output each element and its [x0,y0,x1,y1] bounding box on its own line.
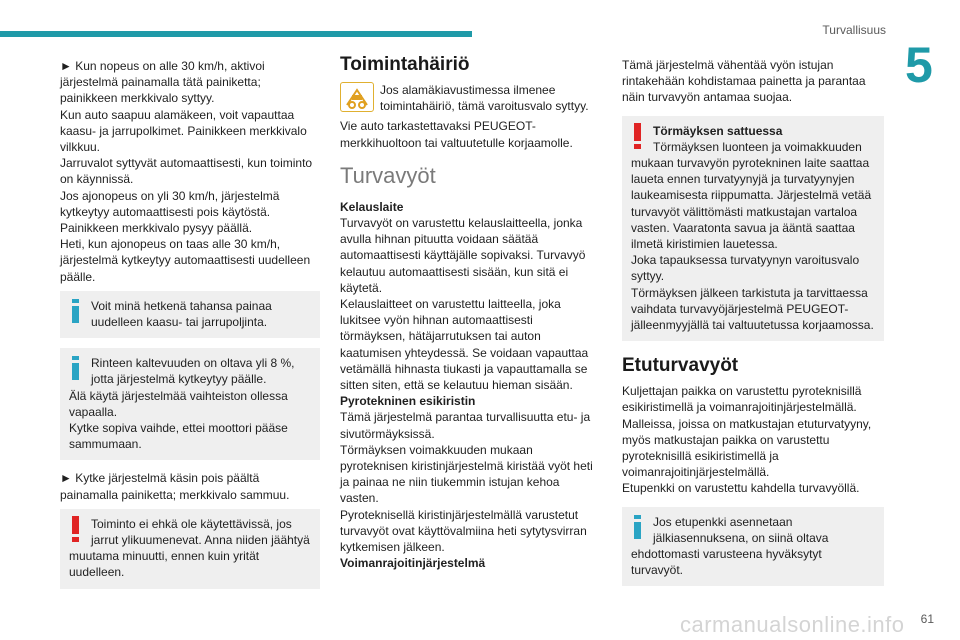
info-box-slope [60,348,320,460]
subheading-retractor: Kelauslaite [340,199,404,214]
warning-box-brakes [60,509,320,589]
malfunction-section [340,82,598,114]
column-3 [622,58,884,596]
downhill-assist-instructions: ► Kun nopeus on alle 30 km/h, aktivoi järjestelmä painamalla tätä painiketta; painikkeen merkkivalo syttyy. Kun auto saapuu alamäkeen, voit vapauttaa kaasu- ja jarrupolkimet. Painikkeen merkkivalo vilkkuu. Jarruvalot syttyvät automaattisesti, kun toiminto on käynnissä. Jos ajonopeus on yli 30 km/h, järjestelmä kytkeytyy automaattisesti pois käytöstä. Painikkeen merkkivalo pysyy päällä. Heti, kun ajonopeus on taas alle 30 km/h, järjestelmä kytkeytyy automaattisesti uudelleen päälle. [60,59,313,284]
heading-seatbelts: Turvavyöt [340,162,436,188]
subheading-force-limiter: Voimanrajoitinjärjestelmä [340,556,486,571]
info-icon [72,299,79,323]
malfunction-rest: Vie auto tarkastettavaksi PEUGEOT-merkkihuoltoon tai valtuutetulle korjaamolle. [340,119,573,150]
info-icon [72,356,79,380]
warning-box-title: Törmäyksen sattuessa [653,123,783,138]
heading-front-seatbelts: Etuturvavyöt [622,355,739,377]
downhill-assist-warning-icon [340,82,374,112]
info-box-front-bench [622,507,884,587]
chapter-title: Turvallisuus [822,23,886,37]
warning-box-lead: Törmäyksen luonteen ja voimakkuuden [653,139,862,154]
force-limiter-text: Tämä järjestelmä vähentää vyön istujan rintakehään kohdistamaa painetta ja parantaa näin turvavyön antamaa suojaa. [622,58,866,105]
warning-icon [634,123,641,149]
warning-box-rest: mukaan turvavyön pyrotekninen laite saattaa laueta ennen turvatyynyjä ja turvatyynyjen laukeamisesta riippumatta. Järjestelmä vetää turvavyöt välittömästi matkustajan vartaloa vasten. Vaaratonta savua ja ääntä saattaa ilmetä kiristimien lauetessa. Joka tapauksessa turvatyynyn varoitusvalo syttyy. Törmäyksen jälkeen tarkistuta ja tarvittaessa vaihdata turvavyöjärjestelmä PEUGEOT-jälleenmyyjällä tai valtuutetussa korjaamossa. [631,156,874,333]
info-box-lead: Rinteen kaltevuuden on oltava yli 8 %, jotta järjestelmä kytkeytyy päälle. [91,356,295,387]
heading-malfunction: Toimintahäiriö [340,54,470,75]
switch-off-instruction: ► Kytke järjestelmä käsin pois päältä painamalla painiketta; merkkivalo sammuu. [60,471,290,502]
subheading-pretensioner: Pyrotekninen esikiristin [340,394,476,409]
warning-box-rest: muutama minuutti, ennen kuin yrität uudelleen. [69,549,260,580]
pretensioner-text: Tämä järjestelmä parantaa turvallisuutta etu- ja sivutörmäyksissä. Törmäyksen voimakkuuden mukaan pyroteknisen kiristinjärjestelmä kiristää vyöt heti ja painaa ne niin tiukemmin istujan kehoa vasten. Pyroteknisellä kiristinjärjestelmällä varustetut turvavyöt ovat käyttövalmiina heti sytytysvirran kytkemisen jälkeen. [340,410,593,555]
info-box-lead: Jos etupenkki asennetaan jälkiasennuksena, on siinä oltava [653,514,829,545]
watermark: carmanualsonline.info [680,612,905,637]
warning-icon [72,516,79,542]
column-1 [60,58,320,599]
info-box-pedal [60,291,320,338]
warning-box-collision [622,116,884,342]
front-seatbelts-text: Kuljettajan paikka on varustettu pyroteknisillä esikiristimellä ja voimanrajoitinjärjestelmällä. Malleissa, joissa on matkustajan etuturvatyyny, myös matkustajan paikka on varustettu pyroteknisillä esikiristimellä ja voimanrajoitinjärjestelmällä. Etupenkki on varustettu kahdella turvavyöllä. [622,384,872,496]
info-box-rest: ehdottomasti varusteena hyväksytyt turvavyöt. [631,547,822,578]
info-box-rest: Älä käytä järjestelmää vaihteiston ollessa vapaalla. Kytke sopiva vaihde, ettei moottori pääse sammumaan. [69,388,288,452]
warning-box-lead: Toiminto ei ehkä ole käytettävissä, jos jarrut ylikuumenevat. Anna niiden jäähtyä [91,516,310,548]
column-2 [340,54,598,571]
header-accent-bar [0,31,472,37]
chapter-number: 5 [905,37,933,93]
page-number: 61 [920,612,934,626]
info-icon [634,515,641,539]
retractor-text: Turvavyöt on varustettu kelauslaitteella, jonka avulla hihnan pituutta voidaan säätää automaattisesti käyttäjälle sopivaksi. Turvavyö kelautuu automaattisesti sisään, kun sitä ei käytetä. Kelauslaitteet on varustettu laitteella, joka lukitsee vyön hihnan automaattisesti törmäyksen, hätäjarrutuksen tai auton kaatumisen yhteydessä. Se voidaan vapauttaa vetämällä hihnasta tiukasti ja vapauttamalla se sitten siten, että se kelautuu hieman sisään. [340,216,589,393]
malfunction-lead: Jos alamäkiavustimessa ilmenee toimintahäiriö, tämä varoitusvalo syttyy. [380,83,589,114]
info-box-text: Voit minä hetkenä tahansa painaa uudelleen kaasu- tai jarrupoljinta. [91,298,272,330]
